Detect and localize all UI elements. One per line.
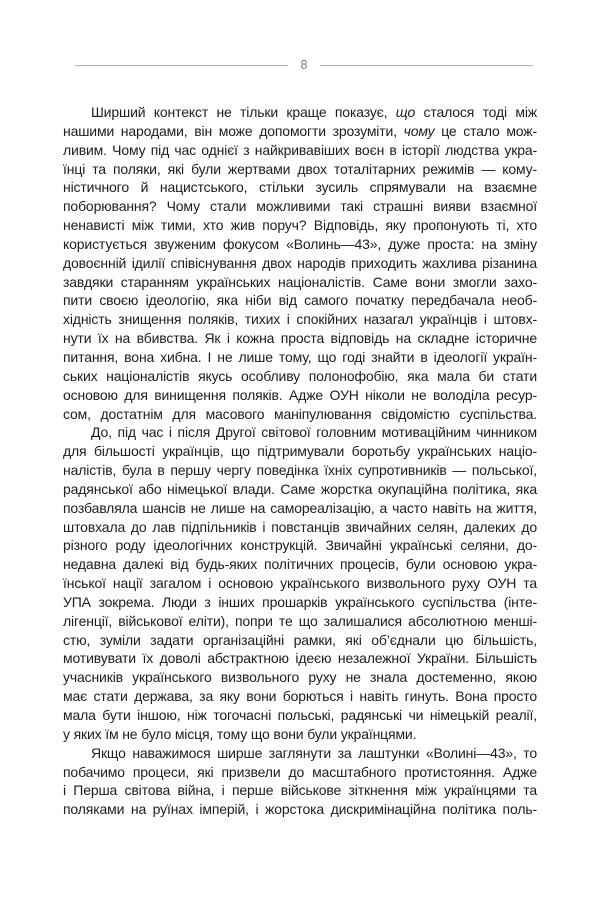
text-line: і Перша світова війна, і перше військове зіткнення між українцями та: [63, 782, 537, 799]
paragraph: [63, 103, 537, 423]
text-line: питання, вона хибна. І не лише тому, що годі знайти в ідеології україн-: [63, 348, 537, 365]
text-line: ністичного й нацистського, стільки зусиль спрямували на взаємне: [63, 179, 537, 196]
text-line: нашими народами, він може допомогти зрозуміти, чому це стало мож-: [63, 122, 537, 139]
text-line: побачимо процеси, які призвели до масштабного протистояння. Адже: [63, 763, 537, 780]
text-line: УПА зокрема. Люди з інших прошарків українського суспільства (інте-: [63, 593, 537, 610]
text-line: лігенції, військової еліти), попри те що залишалися абсолютною менші-: [63, 612, 537, 629]
header-rule-right: [320, 65, 533, 66]
text-line: учасників українського визвольного руху не знала достеменно, якою: [63, 669, 537, 686]
text-line: основою для винищення поляків. Адже ОУН ніколи не володіла ресур-: [63, 386, 537, 403]
text-line: різного роду ідеологічних конструкцій. Звичайні українські селяни, до-: [63, 537, 537, 554]
text-line: для більшості українців, що підтримували боротьбу українських націо-: [63, 443, 537, 460]
text-line: у яких їм не було місця, тому що вони були українцями.: [63, 725, 417, 742]
paragraph: [63, 744, 537, 819]
text-line: поборювання? Чому стали можливими такі страшні вияви взаємної: [63, 198, 537, 215]
text-line: Якщо наважимося ширше заглянути за лаштунки «Волині—43», то: [91, 744, 537, 761]
text-line: мала бути іншою, ніж тогочасні польські, радянські чи німецькій реалії,: [63, 707, 537, 723]
text-line: Ширший контекст не тільки краще показує, що сталося тоді між: [91, 104, 537, 120]
text-line: пити своєю ідеологію, яка ніби від самого початку передбачала необ-: [63, 292, 537, 309]
text-line: їнської нації загалом і основою українського визвольного руху ОУН та: [63, 575, 537, 592]
page-number: 8: [300, 58, 308, 72]
text-line: має стати держава, за яку вони борються і навіть гинуть. Вона просто: [63, 688, 537, 705]
text-line: штовхала до лав підпільників і повстанців звичайних селян, далеких до: [63, 518, 537, 535]
text-line: їнці та поляки, які були жертвами двох тоталітарних режимів — кому-: [63, 160, 537, 177]
text-line: ських націоналістів якусь особливу полонофобію, яка мала би стати: [63, 367, 537, 384]
text-line: налістів, була в першу чергу поведінка їхніх супротивників — польської,: [63, 462, 537, 479]
text-line: позбавляла шансів не лише на самореалізацію, а часто навіть на життя,: [63, 499, 537, 516]
page-body: [63, 103, 537, 819]
text-line: нути їх на вбивства. Як і кожна проста відповідь на складне історичне: [63, 330, 537, 347]
text-line: мотивувати їх доволі абстрактною ідеєю незалежної України. Більшість: [63, 650, 537, 667]
text-line: стю, зуміли задати організаційні рамки, які об’єднали цю більшість,: [63, 631, 537, 648]
text-line: хідність знищення поляків, тихих і спокійних назагал українців і штовх-: [63, 311, 537, 328]
text-line: поляками на руїнах імперій, і жорстока дискримінаційна політика поль-: [63, 801, 537, 818]
text-line: ливим. Чому під час однієї з найкривавіших воєн в історії людства укра-: [63, 141, 537, 158]
text-line: користується звуженим фокусом «Волинь—43», дуже проста: на зміну: [63, 235, 537, 252]
text-line: завдяки старанням українських націоналістів. Саме вони змогли захо-: [63, 273, 537, 290]
paragraph: [63, 423, 537, 743]
text-line: сом, достатнім для масового маніпулювання свідомістю суспільства.: [63, 405, 537, 422]
page-header: [75, 59, 533, 72]
text-line: недавна далекі від будь-яких політичних процесів, були основою укра-: [63, 556, 537, 573]
text-line: До, під час і після Другої світової головним мотиваційним чинником: [91, 424, 537, 441]
text-line: довоєнній ідилії співіснування двох народів приходить жахлива різанина: [63, 254, 537, 271]
text-line: радянської або німецької влади. Саме жорстка окупаційна політика, яка: [63, 480, 537, 497]
header-rule-left: [75, 65, 288, 66]
text-line: ненависті між тими, хто жив поруч? Відповідь, яку пропонують ті, хто: [63, 217, 537, 234]
